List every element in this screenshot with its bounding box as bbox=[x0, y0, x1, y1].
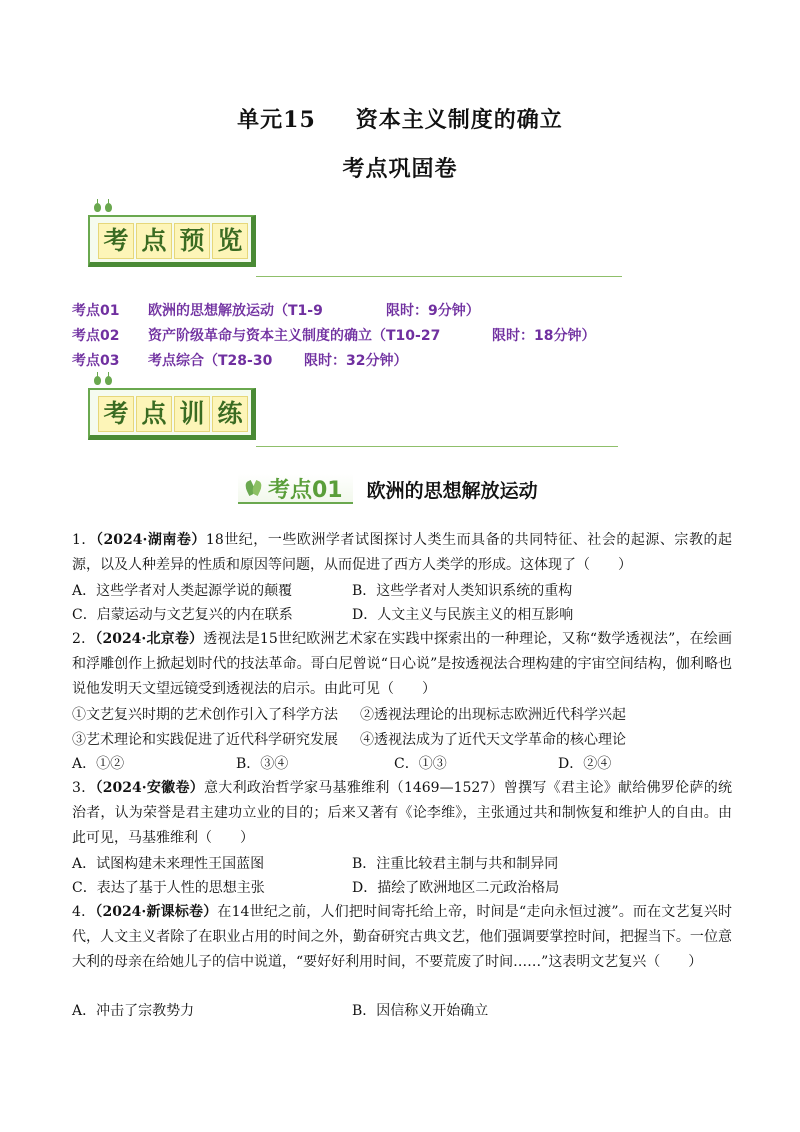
divider bbox=[256, 446, 618, 447]
option: D．人文主义与民族主义的相互影响 bbox=[352, 607, 574, 623]
question-stem: 3．（2024·安徽卷）意大利政治哲学家马基雅维利（1469—1527）曾撰写《君主论》献给佛罗伦萨的统治者，认为荣誉是君主建功立业的目的；后来又著有《论李维》，主张通过共和制恢复和维护人的自由。由此可见，马基雅维利（ ） bbox=[72, 780, 732, 846]
kaodian-title: 欧洲的思想解放运动 bbox=[366, 479, 538, 502]
badge-char: 点 bbox=[136, 223, 172, 259]
option: A．①② bbox=[72, 756, 125, 772]
unit-label: 单元15 bbox=[237, 107, 316, 133]
section-badge-preview bbox=[88, 203, 260, 267]
kaodian-heading bbox=[238, 472, 538, 506]
option: A．试图构建未来理性王国蓝图 bbox=[72, 856, 265, 872]
question-stem: 1．（2024·湖南卷）18世纪，一些欧洲学者试图探讨人类生而具备的共同特征、社会的起源、宗教的起源，以及人种差异的性质和原因等问题，从而促进了西方人类学的形成。这体现了（ ） bbox=[72, 532, 732, 573]
badge-char: 考 bbox=[98, 223, 134, 259]
question-stem: 2．（2024·北京卷）透视法是15世纪欧洲艺术家在实践中探索出的一种理论，又称“数学透视法”，在绘画和浮雕创作上掀起划时代的技法革命。哥白尼曾说“日心说”是按透视法合理构建的宇宙空间结构，伽利略也说他发明天文望远镜受到透视法的启示。由此可见（ ） bbox=[72, 631, 732, 697]
sprout-icon bbox=[94, 376, 112, 385]
page-subtitle: 考点巩固卷 bbox=[342, 156, 458, 182]
option: D．描绘了欧洲地区二元政治格局 bbox=[352, 880, 560, 896]
option: C．表达了基于人性的思想主张 bbox=[72, 880, 265, 896]
toc-item: 考点02 资产阶级革命与资本主义制度的确立（T10-27 限时：18分钟） bbox=[72, 328, 596, 344]
question-stem: 4．（2024·新课标卷）在14世纪之前，人们把时间寄托给上帝，时间是“走向永恒过渡”。而在文艺复兴时代，人文主义者除了在职业占用的时间之外，勤奋研究古典文艺，他们强调要掌控时间，把握当下。一位意大利的母亲在给她儿子的信中说道，“要好好利用时间，不要荒废了时间……”这表明文艺复兴（ ） bbox=[72, 904, 732, 970]
option: C．启蒙运动与文艺复兴的内在联系 bbox=[72, 607, 293, 623]
badge-char: 点 bbox=[136, 396, 172, 432]
divider bbox=[256, 276, 622, 277]
unit-title: 资本主义制度的确立 bbox=[355, 107, 563, 133]
statement-item: ②透视法理论的出现标志欧洲近代科学兴起 bbox=[360, 707, 626, 723]
option: C．①③ bbox=[394, 756, 447, 772]
option: A．这些学者对人类起源学说的颠覆 bbox=[72, 583, 293, 599]
section-badge-training bbox=[88, 376, 260, 440]
option: B．注重比较君主制与共和制异同 bbox=[352, 856, 559, 872]
badge-char: 览 bbox=[212, 223, 248, 259]
badge-char: 预 bbox=[174, 223, 210, 259]
badge-char: 考 bbox=[98, 396, 134, 432]
option: B．③④ bbox=[236, 756, 289, 772]
kaodian-badge: 考点01 bbox=[268, 477, 343, 503]
badge-char: 训 bbox=[174, 396, 210, 432]
page-title bbox=[0, 103, 800, 134]
badge-char: 练 bbox=[212, 396, 248, 432]
option: A．冲击了宗教势力 bbox=[72, 1003, 195, 1019]
option: D．②④ bbox=[558, 756, 612, 772]
statement-item: ④透视法成为了近代天文学革命的核心理论 bbox=[360, 732, 626, 748]
toc-item: 考点01 欧洲的思想解放运动（T1-9 限时：9分钟） bbox=[72, 303, 480, 319]
leaf-icon bbox=[244, 479, 264, 497]
statement-item: ①文艺复兴时期的艺术创作引入了科学方法 bbox=[72, 707, 338, 723]
option: B．因信称义开始确立 bbox=[352, 1003, 489, 1019]
option: B．这些学者对人类知识系统的重构 bbox=[352, 583, 573, 599]
sprout-icon bbox=[94, 203, 112, 212]
statement-item: ③艺术理论和实践促进了近代科学研究发展 bbox=[72, 732, 338, 748]
toc-item: 考点03 考点综合（T28-30 限时：32分钟） bbox=[72, 353, 408, 369]
